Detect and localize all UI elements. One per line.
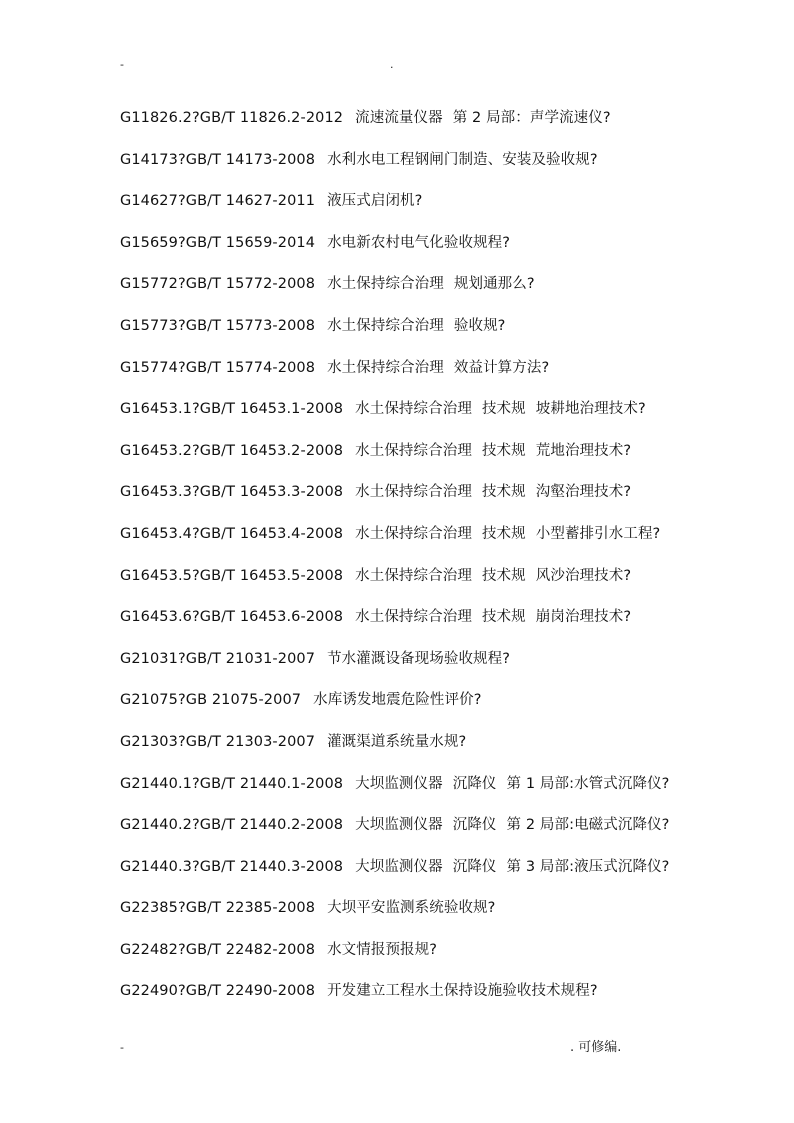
list-item	[120, 397, 780, 439]
standard-code: G16453.2?GB/T 16453.2-2008	[120, 442, 344, 459]
standard-title-segment: 第 2 局部:电磁式沉降仪?	[506, 817, 670, 834]
list-item	[120, 938, 780, 980]
list-item	[120, 480, 780, 522]
standard-code: G21031?GB/T 21031-2007	[120, 650, 316, 667]
list-item	[120, 730, 780, 772]
list-item	[120, 979, 780, 1021]
standard-code: G21440.2?GB/T 21440.2-2008	[120, 817, 344, 834]
standard-title-segment: 水土保持综合治理	[355, 484, 472, 501]
standard-title-segment: 技术规	[481, 567, 526, 584]
list-item	[120, 522, 780, 564]
standard-code: G21440.3?GB/T 21440.3-2008	[120, 858, 344, 875]
standard-code: G16453.5?GB/T 16453.5-2008	[120, 567, 344, 584]
standard-title-segment: 第 2 局部：声学流速仪?	[452, 110, 611, 126]
list-item	[120, 564, 780, 606]
standards-list	[120, 106, 780, 1021]
standard-code: G14173?GB/T 14173-2008	[120, 151, 316, 168]
standard-title-segment: 沉降仪	[452, 817, 497, 834]
standard-code: G22482?GB/T 22482-2008	[120, 941, 316, 958]
standard-title-segment: 大坝监测仪器	[355, 775, 443, 792]
standard-title-segment: 大坝监测仪器	[355, 858, 443, 875]
standard-title-segment: 第 3 局部:液压式沉降仪?	[506, 858, 670, 875]
list-item	[120, 647, 780, 689]
list-item	[120, 148, 780, 190]
list-item	[120, 855, 780, 897]
list-item	[120, 813, 780, 855]
standard-title-segment: 水电新农村电气化验收规程?	[327, 234, 511, 251]
standard-title-segment: 大坝平安监测系统验收规?	[327, 900, 496, 917]
standard-code: G16453.1?GB/T 16453.1-2008	[120, 401, 344, 418]
standard-title-segment: 技术规	[481, 442, 526, 459]
standard-code: G15773?GB/T 15773-2008	[120, 317, 316, 334]
standard-title-segment: 风沙治理技术?	[535, 567, 632, 584]
standard-title-segment: 沟壑治理技术?	[535, 484, 632, 501]
standard-title-segment: 水土保持综合治理	[327, 359, 444, 376]
standard-title-segment: 荒地治理技术?	[535, 442, 632, 459]
standard-code: G21303?GB/T 21303-2007	[120, 733, 316, 750]
list-item	[120, 314, 780, 356]
standard-title-segment: 大坝监测仪器	[355, 817, 443, 834]
standard-title-segment: 技术规	[481, 484, 526, 501]
standard-code: G14627?GB/T 14627-2011	[120, 193, 316, 210]
list-item	[120, 688, 780, 730]
standard-title-segment: 沉降仪	[452, 858, 497, 875]
standard-title-segment: 水土保持综合治理	[327, 276, 444, 293]
standard-title-segment: 水土保持综合治理	[355, 567, 472, 584]
standard-code: G11826.2?GB/T 11826.2-2012	[120, 110, 344, 126]
standard-title-segment: 水土保持综合治理	[355, 525, 472, 542]
list-item	[120, 772, 780, 814]
standard-title-segment: 开发建立工程水土保持设施验收技术规程?	[327, 983, 598, 1000]
standard-title-segment: 技术规	[481, 609, 526, 626]
header-left-mark: -	[120, 58, 124, 71]
standard-title-segment: 水土保持综合治理	[355, 442, 472, 459]
footer-left-mark: -	[120, 1041, 124, 1054]
standard-code: G16453.3?GB/T 16453.3-2008	[120, 484, 344, 501]
standard-title-segment: 水库诱发地震危险性评价?	[313, 692, 482, 709]
standard-title-segment: 坡耕地治理技术?	[535, 401, 646, 418]
standard-title-segment: 水利水电工程钢闸门制造、安装及验收规?	[327, 151, 598, 168]
standard-title-segment: 崩岗治理技术?	[535, 609, 632, 626]
list-item	[120, 896, 780, 938]
standard-title-segment: 验收规?	[453, 317, 506, 334]
standard-code: G21440.1?GB/T 21440.1-2008	[120, 775, 344, 792]
standard-code: G22490?GB/T 22490-2008	[120, 983, 316, 1000]
standard-title-segment: 水土保持综合治理	[355, 609, 472, 626]
standard-code: G15659?GB/T 15659-2014	[120, 234, 316, 251]
standard-title-segment: 规划通那么?	[453, 276, 535, 293]
standard-title-segment: 第 1 局部:水管式沉降仪?	[506, 775, 670, 792]
standard-title-segment: 水土保持综合治理	[327, 317, 444, 334]
footer-note: . 可修编.	[570, 1040, 622, 1055]
list-item	[120, 356, 780, 398]
standard-code: G15774?GB/T 15774-2008	[120, 359, 316, 376]
header-right-mark: .	[390, 58, 394, 71]
list-item	[120, 231, 780, 273]
list-item	[120, 439, 780, 481]
list-item	[120, 106, 780, 148]
standard-code: G15772?GB/T 15772-2008	[120, 276, 316, 293]
standard-title-segment: 沉降仪	[452, 775, 497, 792]
standard-title-segment: 技术规	[481, 401, 526, 418]
list-item	[120, 189, 780, 231]
standard-code: G16453.4?GB/T 16453.4-2008	[120, 525, 344, 542]
standard-title-segment: 流速流量仪器	[355, 110, 443, 126]
list-item	[120, 272, 780, 314]
standard-code: G22385?GB/T 22385-2008	[120, 900, 316, 917]
standard-title-segment: 水土保持综合治理	[355, 401, 472, 418]
standard-title-segment: 灌溉渠道系统量水规?	[327, 733, 467, 750]
standard-title-segment: 节水灌溉设备现场验收规程?	[327, 650, 511, 667]
standard-title-segment: 技术规	[481, 525, 526, 542]
standard-title-segment: 小型蓄排引水工程?	[535, 525, 661, 542]
standard-code: G16453.6?GB/T 16453.6-2008	[120, 609, 344, 626]
standard-title-segment: 效益计算方法?	[453, 359, 550, 376]
standard-code: G21075?GB 21075-2007	[120, 692, 302, 709]
standard-title-segment: 液压式启闭机?	[327, 193, 423, 210]
list-item	[120, 605, 780, 647]
standard-title-segment: 水文情报预报规?	[327, 941, 438, 958]
